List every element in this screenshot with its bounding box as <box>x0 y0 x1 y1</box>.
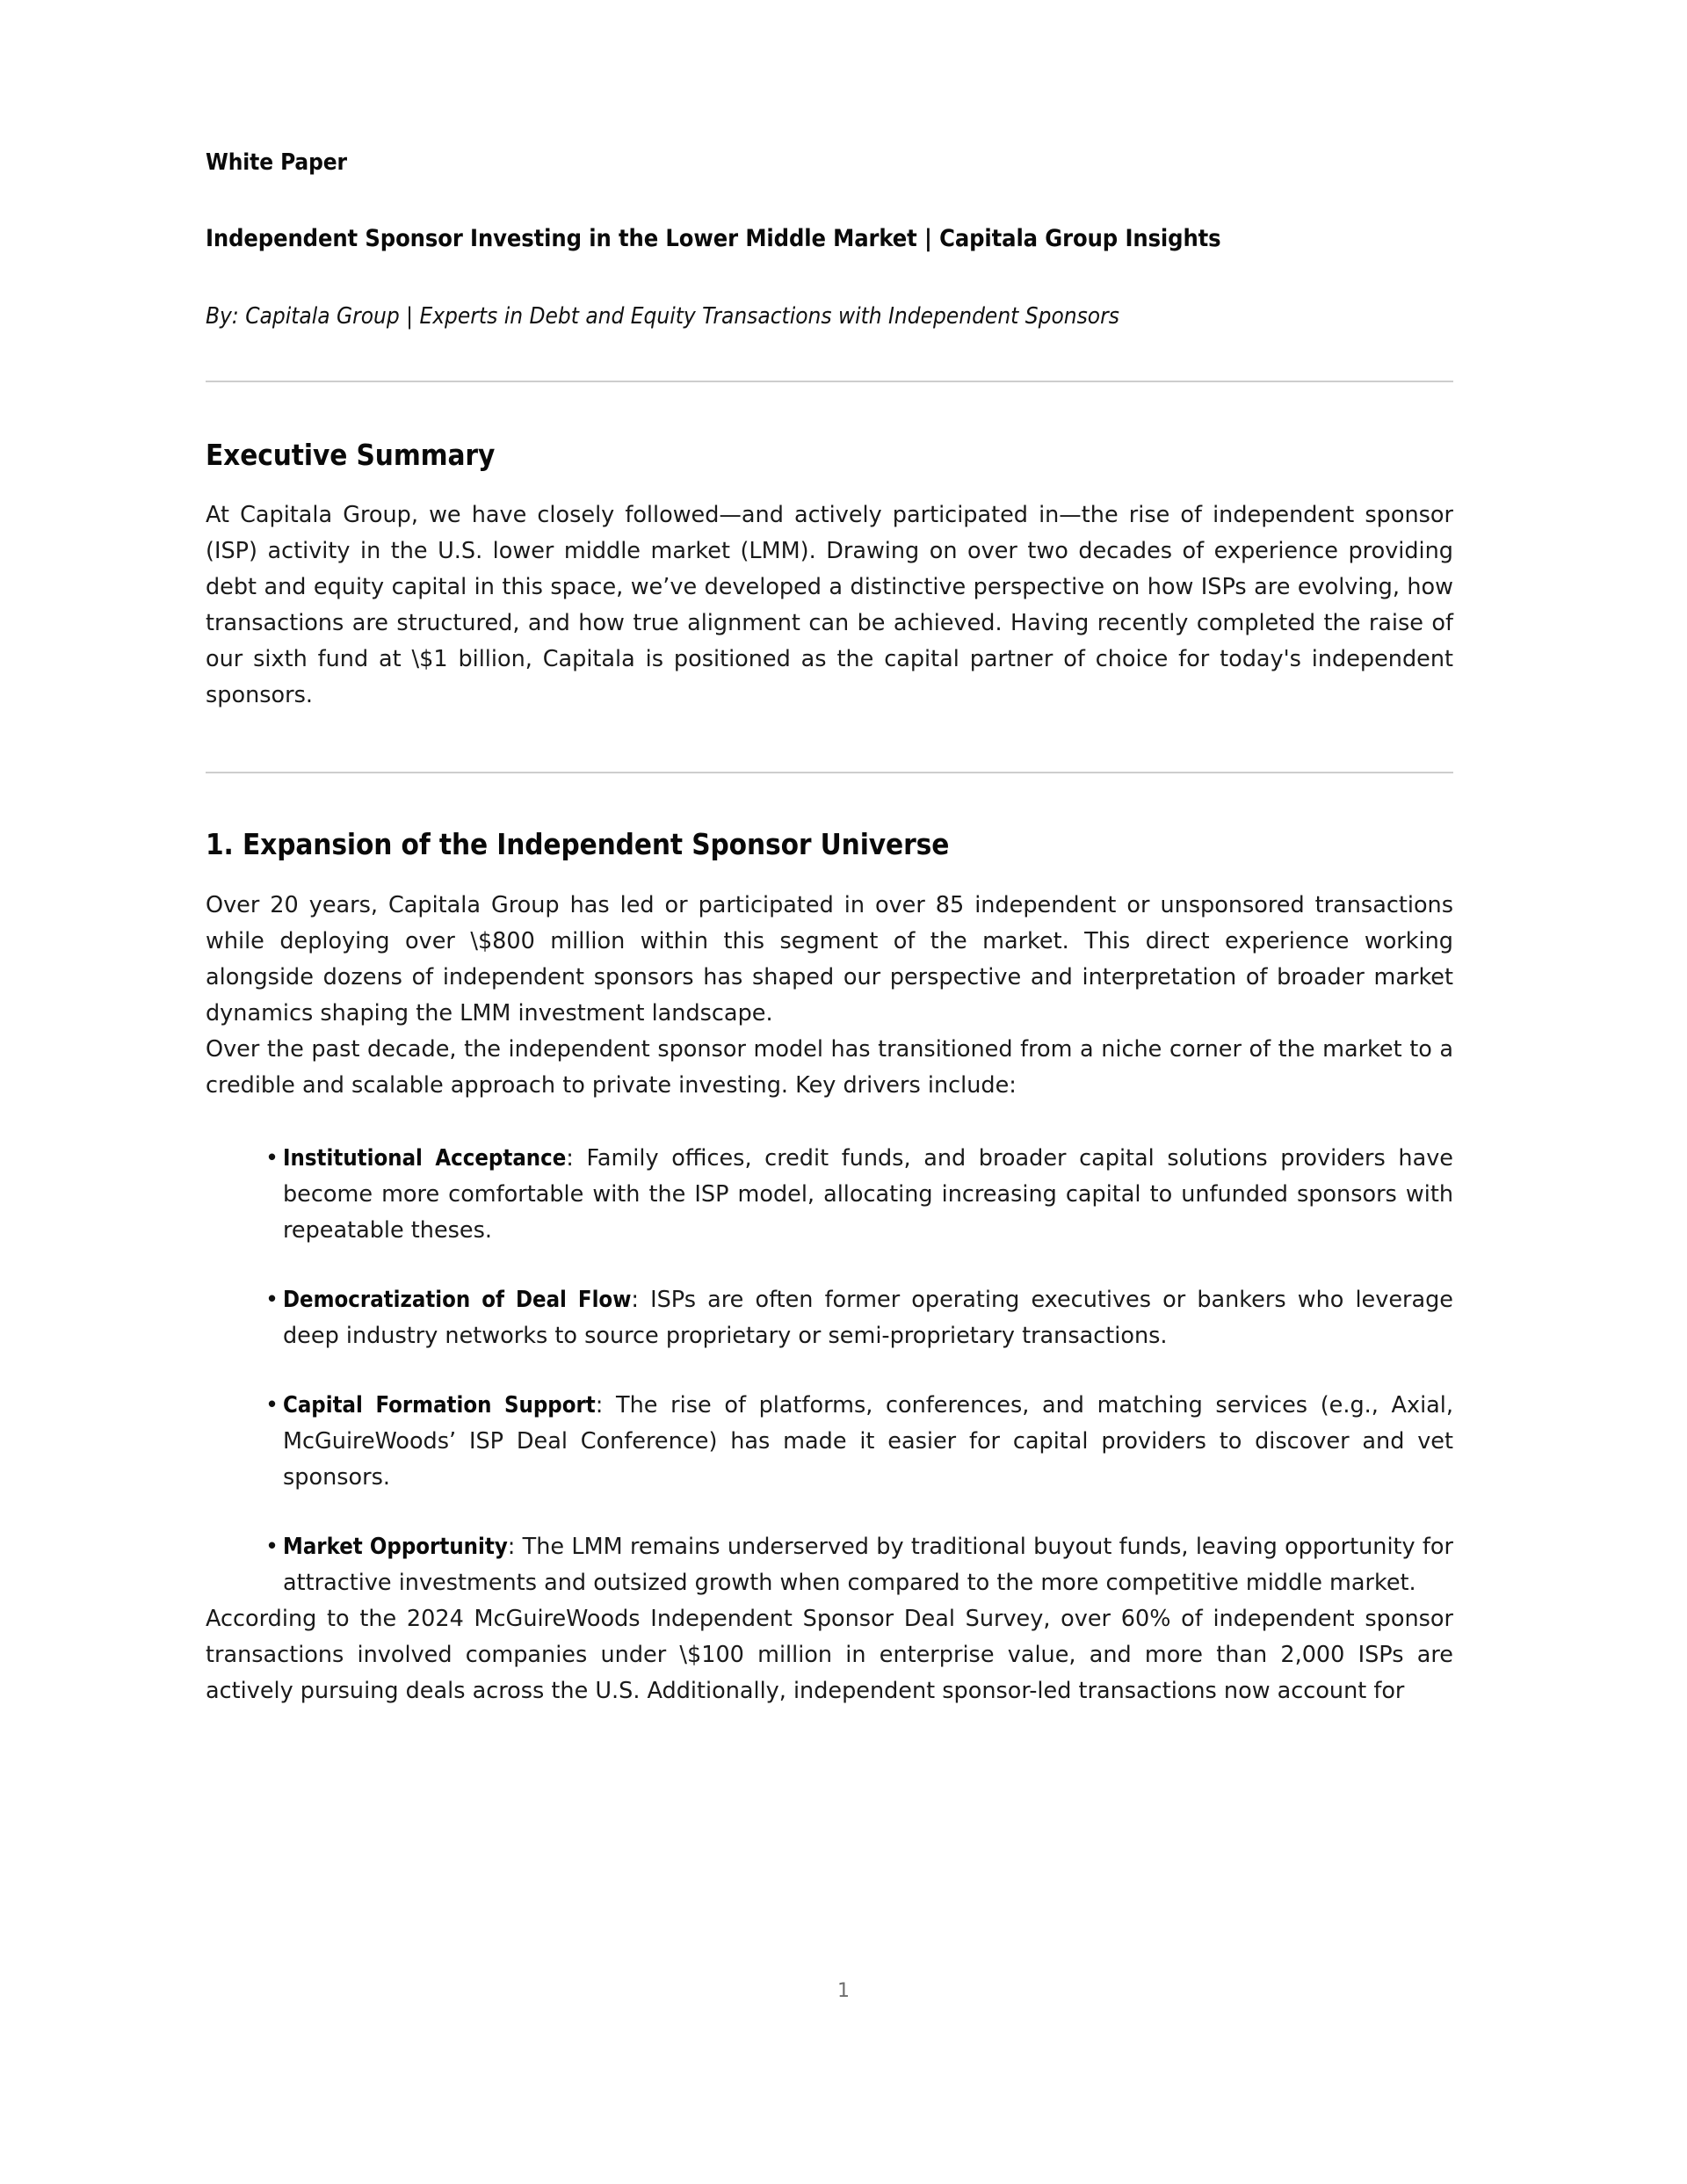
list-item-text: : ISPs are often former operating executives or bankers who leverage deep industry networks to source proprietary or semi-proprietary transactions. <box>283 1286 1453 1349</box>
horizontal-divider-top <box>206 381 1453 382</box>
list-item-text: : Family offices, credit funds, and broader capital solutions providers have become more comfortable with the ISP model, allocating increasing capital to unfunded sponsors with repeatable theses. <box>283 1144 1453 1244</box>
list-item-text: : The rise of platforms, conferences, and matching services (e.g., Axial, McGuireWoods’ ISP Deal Conference) has made it easier for capital providers to discover and vet sponsors. <box>283 1391 1453 1491</box>
list-item-lead: Market Opportunity <box>283 1533 508 1560</box>
list-item <box>206 1282 1453 1354</box>
bullet-marker-icon: • <box>265 1286 279 1313</box>
document-title: Independent Sponsor Investing in the Lower Middle Market | Capitala Group Insights <box>206 225 1221 252</box>
list-item-text: : The LMM remains underserved by traditional buyout funds, leaving opportunity for attractive investments and outsized growth when compared to the more competitive middle market. <box>283 1533 1453 1596</box>
list-item-lead: Capital Formation Support <box>283 1391 596 1419</box>
paragraph-section-one-second: Over the past decade, the independent sponsor model has transitioned from a niche corner of the market to a credible and scalable approach to private investing. Key drivers include: <box>206 1035 1453 1099</box>
key-drivers-list <box>206 1141 1453 1601</box>
heading-executive-summary: Executive Summary <box>206 438 496 472</box>
list-item <box>206 1529 1453 1601</box>
list-item-lead: Institutional Acceptance <box>283 1144 567 1172</box>
paragraph-section-one-third: According to the 2024 McGuireWoods Independent Sponsor Deal Survey, over 60% of independent sponsor transactions involved companies under \$100 million in enterprise value, and more than 2,000 ISPs are actively pursuing deals across the U.S. Additionally, independent sponsor-led transactions now account for <box>206 1605 1453 1704</box>
paragraph-section-one-first: Over 20 years, Capitala Group has led or participated in over 85 independent or unsponsored transactions while deploying over \$800 million within this segment of the market. This direct experience working alongside dozens of independent sponsors has shaped our perspective and interpretation of broader market dynamics shaping the LMM investment landscape. <box>206 891 1453 1027</box>
list-item-lead: Democratization of Deal Flow <box>283 1286 632 1313</box>
bullet-marker-icon: • <box>265 1533 279 1560</box>
bullet-marker-icon: • <box>265 1144 279 1172</box>
list-item <box>206 1388 1453 1496</box>
bullet-marker-icon: • <box>265 1391 279 1419</box>
page-content <box>206 0 1453 1709</box>
paragraph-executive-summary: At Capitala Group, we have closely followed—and actively participated in—the rise of independent sponsor (ISP) activity in the U.S. lower middle market (LMM). Drawing on over two decades of experience providing debt and equity capital in this space, we’ve developed a distinctive perspective on how ISPs are evolving, how transactions are structured, and how true alignment can be achieved. Having recently completed the raise of our sixth fund at \$1 billion, Capitala is positioned as the capital partner of choice for today's independent sponsors. <box>206 502 1453 709</box>
document-byline: By: Capitala Group | Experts in Debt and Equity Transactions with Independent Sponsors <box>206 303 1119 330</box>
list-item <box>206 1141 1453 1249</box>
document-label: White Paper <box>206 149 347 176</box>
page-number: 1 <box>837 1980 850 2002</box>
horizontal-divider-middle <box>206 772 1453 773</box>
heading-section-one: 1. Expansion of the Independent Sponsor Universe <box>206 827 950 862</box>
